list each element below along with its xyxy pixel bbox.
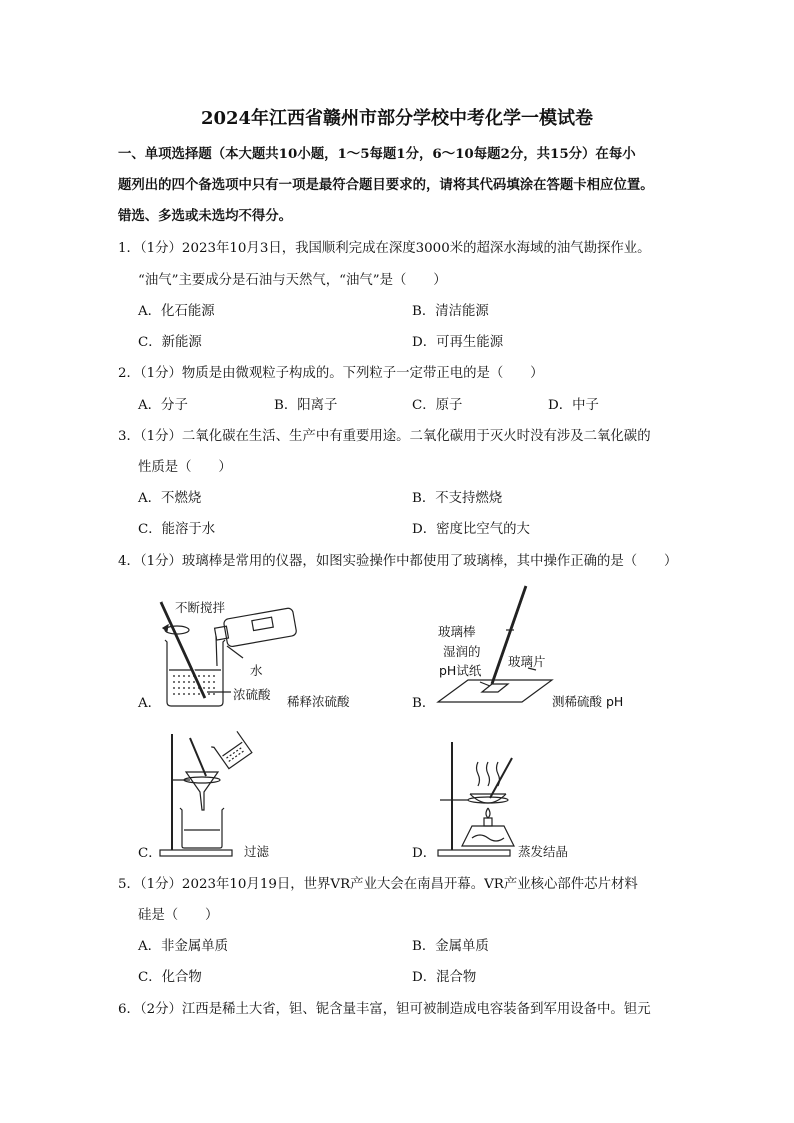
question-score: （1分）: [139, 877, 182, 892]
option-c[interactable]: C．: [138, 846, 162, 861]
question-text: 2023年10月19日，世界VR产业大会在南昌开幕。VR产业核心部件芯片材料: [181, 877, 638, 892]
glass-rod: [190, 738, 206, 776]
section-heading: [118, 139, 678, 232]
option-c[interactable]: C．化合物: [138, 970, 202, 985]
label-water: 水: [250, 663, 263, 678]
alcohol-lamp: [462, 826, 514, 846]
glass-plate: [438, 680, 552, 702]
question-number: 4．: [118, 554, 140, 569]
question-2-line1: [118, 362, 543, 381]
question-number: 2．: [118, 366, 140, 381]
option-a[interactable]: A．不燃烧: [138, 491, 202, 506]
figure-evaporation: [432, 738, 532, 858]
question-text: 物质是由微观粒子构成的。下列粒子一定带正电的是（ ）: [181, 366, 544, 381]
question-6-line1: [118, 998, 651, 1017]
option-c[interactable]: C．新能源: [138, 335, 202, 350]
beaker: [180, 808, 224, 848]
option-d[interactable]: D．混合物: [412, 970, 477, 985]
question-5-line2: 硅是（ ）: [138, 908, 219, 923]
label-ph-paper: pH试纸: [439, 663, 482, 678]
question-1-line1: [118, 237, 651, 256]
paper-leader: [480, 682, 490, 686]
caption-dilute-acid: 稀释浓硫酸: [287, 694, 350, 709]
question-1-line2: “油气”主要成分是石油与天然气，“油气”是（ ）: [138, 273, 447, 288]
question-3-line2: 性质是（ ）: [138, 460, 232, 475]
ph-paper: [482, 684, 508, 692]
section-line: 错选、多选或未选均不得分。: [118, 208, 293, 224]
pouring-beaker: [211, 730, 252, 770]
question-score: （2分）: [139, 1002, 182, 1017]
glass-rod: [490, 758, 512, 798]
question-number: 6．: [118, 1002, 140, 1017]
water-leader: [227, 646, 243, 658]
question-text: 2023年10月3日，我国顺利完成在深度3000米的超深水海域的油气勘探作业。: [181, 241, 651, 256]
option-b[interactable]: B．不支持燃烧: [412, 491, 503, 506]
label-glass-rod: 玻璃棒: [438, 624, 476, 639]
section-line: 一、单项选择题（本大题共10小题，1～5每题1分，6～10每题2分，共15分）在每小: [118, 146, 636, 162]
option-b[interactable]: B．清洁能源: [412, 304, 489, 319]
question-5-line1: [118, 873, 638, 892]
option-a[interactable]: A．分子: [138, 398, 188, 413]
question-score: （1分）: [139, 241, 182, 256]
caption-measure-ph: 测稀硫酸 pH: [552, 694, 624, 709]
reagent-bottle: [213, 607, 297, 648]
option-c[interactable]: C．能溶于水: [138, 522, 216, 537]
question-4-line1: [118, 550, 677, 569]
label-wet: 湿润的: [443, 644, 481, 659]
figure-filtration: [150, 728, 250, 858]
question-score: （1分）: [139, 366, 182, 381]
question-text: 江西是稀土大省，钽、铌含量丰富，钽可被制造成电容装备到军用设备中。钽元: [181, 1002, 651, 1017]
option-a[interactable]: A．非金属单质: [138, 939, 229, 954]
stand-base: [160, 850, 232, 856]
label-glass-plate: 玻璃片: [508, 654, 546, 669]
question-score: （1分）: [139, 429, 182, 444]
option-a[interactable]: A．化石能源: [138, 304, 215, 319]
question-text: 玻璃棒是常用的仪器，如图实验操作中都使用了玻璃棒，其中操作正确的是（ ）: [181, 554, 678, 569]
label-stir: 不断搅拌: [175, 600, 226, 615]
glass-rod: [161, 602, 205, 698]
flame: [486, 808, 490, 818]
option-d[interactable]: D．密度比空气的大: [412, 522, 530, 537]
page-title: 2024年江西省赣州市部分学校中考化学一模试卷: [200, 108, 594, 129]
section-line: 题列出的四个备选项中只有一项是最符合题目要求的，请将其代码填涂在答题卡相应位置。: [118, 177, 654, 193]
option-b[interactable]: B．: [412, 696, 436, 711]
caption-filtration: 过滤: [244, 844, 270, 859]
label-concentrated-acid: 浓硫酸: [233, 687, 271, 702]
caption-evaporation: 蒸发结晶: [518, 844, 569, 859]
option-b[interactable]: B．金属单质: [412, 939, 489, 954]
stand-base: [438, 850, 510, 856]
option-a[interactable]: A．: [138, 696, 162, 711]
option-d[interactable]: D．可再生能源: [412, 335, 504, 350]
question-text: 二氧化碳在生活、生产中有重要用途。二氧化碳用于灭火时没有涉及二氧化碳的: [181, 429, 651, 444]
option-d[interactable]: D．: [412, 846, 437, 861]
option-b[interactable]: B．阳离子: [274, 398, 338, 413]
question-number: 3．: [118, 429, 140, 444]
question-3-line1: [118, 425, 651, 444]
question-number: 5．: [118, 877, 140, 892]
vapor: [477, 762, 480, 786]
option-d[interactable]: D．中子: [548, 398, 599, 413]
question-number: 1．: [118, 241, 140, 256]
option-c[interactable]: C．原子: [412, 398, 463, 413]
evaporating-dish: [470, 794, 506, 803]
question-score: （1分）: [139, 554, 182, 569]
